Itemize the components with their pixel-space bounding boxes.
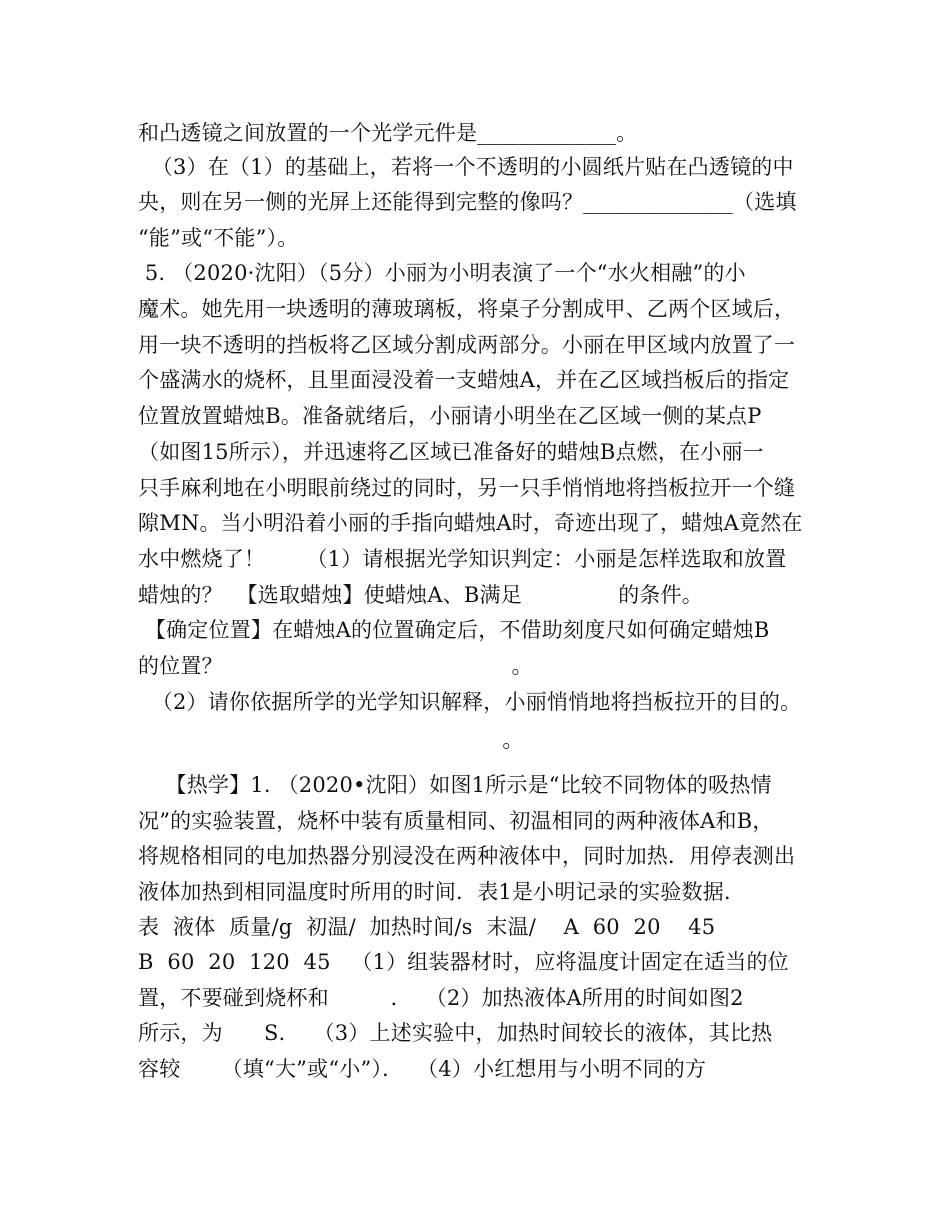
text-line: 【热学】1. （2020•沈阳）如图1所示是“比较不同物体的吸热情 — [138, 773, 772, 797]
text-line: 容较 （填“大”或“小”）． （4）小红想用与小明不同的方 — [138, 1057, 707, 1081]
text-line: （如图15所示），并迅速将乙区域已准备好的蜡烛B点燃，在小丽一 — [138, 440, 764, 464]
text-line: 所示，为 S． （3）上述实验中，加热时间较长的液体，其比热 — [138, 1021, 773, 1045]
text-line: 5. （2020·沈阳）（5分）小丽为小明表演了一个“水火相融”的小 — [138, 261, 746, 285]
text-line: 液体加热到相同温度时所用的时间．表1是小明记录的实验数据． — [138, 880, 746, 904]
text-line: “能”或“不能”）。 — [138, 226, 299, 250]
text-line: 隙MN。当小明沿着小丽的手指向蜡烛A时，奇迹出现了，蜡烛A竟然在 — [138, 511, 803, 535]
text-line: 和凸透镜之间放置的一个光学元件是_____________。 — [138, 121, 638, 145]
text-line: 况”的实验装置，烧杯中装有质量相同、初温相同的两种液体A和B， — [138, 809, 774, 833]
text-line: 位置放置蜡烛B。准备就绪后，小丽请小明坐在乙区域一侧的某点P — [138, 404, 762, 428]
text-line: 将规格相同的电加热器分别浸没在两种液体中，同时加热．用停表测出 — [138, 844, 796, 868]
text-line: 表 液体 质量/g 初温/ 加热时间/s 末温/ A 60 20 45 — [138, 915, 716, 939]
text-line: （2）请你依据所学的光学知识解释，小丽悄悄地将挡板拉开的目的。 — [138, 690, 802, 714]
text-line: 只手麻利地在小明眼前绕过的同时，另一只手悄悄地将挡板拉开一个缝 — [138, 476, 796, 500]
text-line: 央，则在另一侧的光屏上还能得到完整的像吗？______________（选填 — [138, 190, 797, 214]
text-line: 用一块不透明的挡板将乙区域分割成两部分。小丽在甲区域内放置了一 — [138, 333, 796, 357]
text-line: 。 — [138, 728, 524, 752]
text-line: 【确定位置】在蜡烛A的位置确定后，不借助刻度尺如何确定蜡烛B — [138, 618, 770, 642]
text-line: 个盛满水的烧杯，且里面浸没着一支蜡烛A，并在乙区域挡板后的指定 — [138, 368, 790, 392]
text-line: B 60 20 120 45 （1）组装器材时，应将温度计固定在适当的位 — [138, 950, 789, 974]
text-line: 魔术。她先用一块透明的薄玻璃板，将桌子分割成甲、乙两个区域后， — [138, 297, 796, 321]
text-line: 置，不要碰到烧杯和 ． （2）加热液体A所用的时间如图2 — [138, 986, 744, 1010]
text-line: 的位置？ 。 — [138, 654, 533, 678]
text-line: （3）在（1）的基础上，若将一个不透明的小圆纸片贴在凸透镜的中 — [138, 155, 794, 179]
text-line: 蜡烛的？ 【选取蜡烛】使蜡烛A、B满足 的条件。 — [138, 583, 704, 607]
text-line: 水中燃烧了！ （1）请根据光学知识判定：小丽是怎样选取和放置 — [138, 547, 787, 571]
